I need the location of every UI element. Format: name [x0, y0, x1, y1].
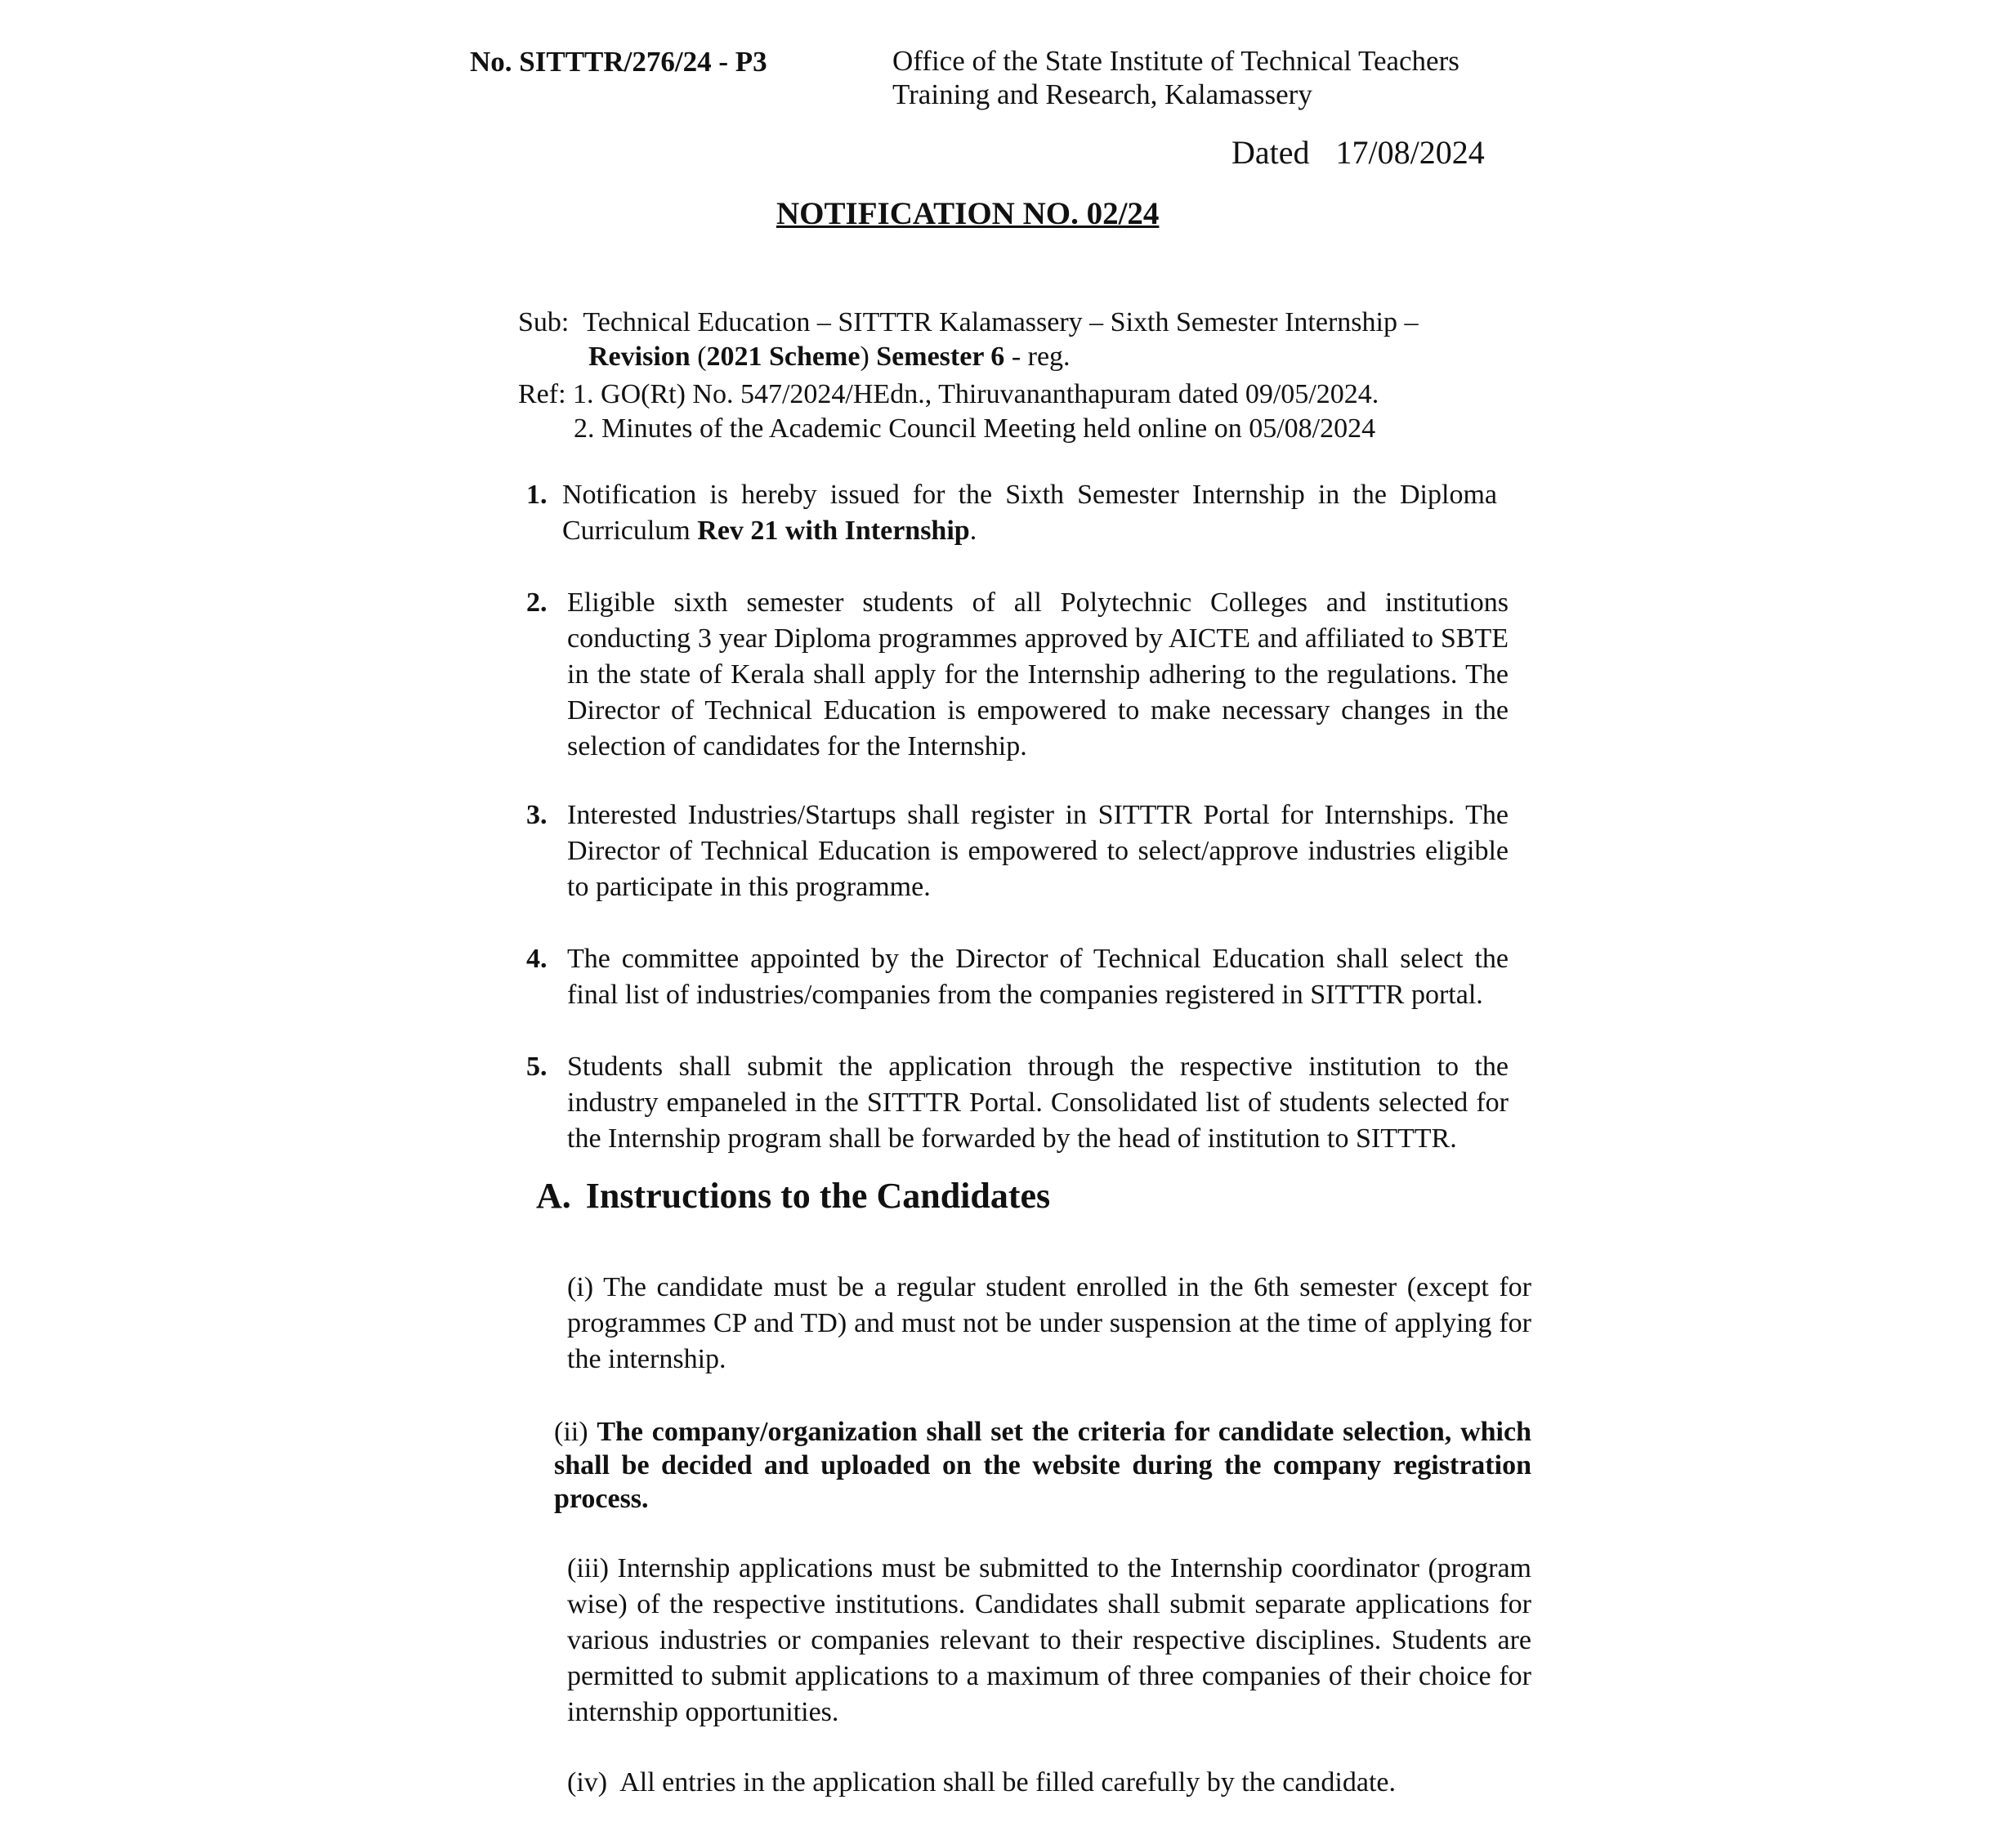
instruction-label: (iii) — [567, 1553, 609, 1583]
paragraph-text: Interested Industries/Startups shall register in SITTTR Portal for Internships. The Director of Technical Education is empowered to select/approve industries eligible to participate in this programme. — [567, 800, 1509, 902]
subject-paren-open: ( — [690, 342, 707, 372]
paragraph-number: 3. — [526, 800, 548, 830]
paragraph-3 — [526, 797, 1509, 905]
instruction-label: (i) — [567, 1272, 594, 1302]
section-title: Instructions to the Candidates — [585, 1176, 1051, 1216]
paragraph-text: Eligible sixth semester students of all Polytechnic Colleges and institutions conducting 3 year Diploma programmes approved by AICTE and affiliated to SBTE in the state of Kerala shall apply for the Internship adhering to the regulations. The Director of Technical Education is empowered to make necessary changes in the selection of candidates for the Internship. — [567, 587, 1509, 761]
reference-1 — [518, 377, 1499, 412]
paragraph-number: 2. — [526, 587, 548, 618]
subject-bold-scheme: 2021 Scheme — [706, 342, 860, 372]
reference-prefix: Ref: — [518, 379, 566, 409]
instruction-label: (ii) — [554, 1417, 588, 1447]
instruction-iv — [567, 1765, 1531, 1801]
subject-prefix: Sub: — [518, 307, 570, 337]
subject-paren-close: ) — [860, 342, 877, 372]
reference-1-text: 1. GO(Rt) No. 547/2024/HEdn., Thiruvananthapuram dated 09/05/2024. — [573, 379, 1379, 409]
paragraph-number: 4. — [526, 944, 548, 974]
notification-title: NOTIFICATION NO. 02/24 — [776, 196, 1160, 231]
reference-2: 2. Minutes of the Academic Council Meeting held online on 05/08/2024 — [574, 413, 1376, 444]
instruction-iii — [567, 1551, 1531, 1731]
instruction-text: The candidate must be a regular student enrolled in the 6th semester (except for programmes CP and TD) and must not be under suspension at the time of applying for the internship. — [567, 1272, 1531, 1374]
instruction-text: All entries in the application shall be filled carefully by the candidate. — [619, 1767, 1396, 1798]
instruction-i — [567, 1270, 1531, 1378]
instruction-text: Internship applications must be submitted to the Internship coordinator (program wise) of the respective institutions. Candidates shall submit separate applications for various industries or companies relevant to their respective disciplines. Students are permitted to submit applications to a maximum of three companies of their choice for internship opportunities. — [567, 1553, 1531, 1727]
section-letter: A. — [536, 1176, 571, 1216]
paragraph-2 — [526, 585, 1509, 765]
paragraph-1-text: Notification is hereby issued for the Sixth Semester Internship in the Diploma Curriculum — [562, 480, 1497, 546]
instruction-ii — [554, 1415, 1531, 1516]
file-number: No. SITTTR/276/24 - P3 — [470, 46, 767, 78]
paragraph-number: 1. — [526, 480, 548, 510]
office-address — [892, 44, 1459, 111]
subject-text: Technical Education – SITTTR Kalamassery – Sixth Semester Internship – — [583, 307, 1419, 337]
office-line-2: Training and Research, Kalamassery — [892, 78, 1312, 110]
references-block — [518, 377, 1499, 446]
paragraph-4 — [526, 941, 1509, 1013]
paragraph-text — [562, 477, 1497, 549]
paragraph-number: 5. — [526, 1052, 548, 1082]
paragraph-1 — [526, 477, 1497, 549]
dated-label: Dated — [1232, 134, 1310, 171]
office-line-1: Office of the State Institute of Technical Teachers — [892, 45, 1459, 77]
subject-line-2 — [518, 340, 1499, 374]
instruction-label: (iv) — [567, 1767, 608, 1798]
subject-suffix: - reg. — [1004, 342, 1071, 372]
paragraph-text: The committee appointed by the Director of Technical Education shall select the final list of industries/companies from the companies registered in SITTTR portal. — [567, 944, 1509, 1010]
subject-block — [518, 306, 1499, 374]
subject-line-1 — [518, 306, 1499, 340]
paragraph-1-bold: Rev 21 with Internship — [697, 516, 970, 546]
section-a-heading — [536, 1174, 1050, 1218]
dated-value: 17/08/2024 — [1335, 134, 1485, 171]
subject-bold-revision: Revision — [588, 342, 691, 372]
dated-line — [1232, 133, 1485, 172]
paragraph-5 — [526, 1049, 1509, 1157]
subject-bold-semester: Semester 6 — [876, 342, 1005, 372]
paragraph-1-tail: . — [969, 516, 977, 546]
instruction-text: The company/organization shall set the criteria for candidate selection, which shall be decided and uploaded on the website during the company registration process. — [554, 1417, 1531, 1514]
paragraph-text: Students shall submit the application through the respective institution to the industry empaneled in the SITTTR Portal. Consolidated list of students selected for the Internship program shall be forwarded by the head of institution to SITTTR. — [567, 1052, 1509, 1154]
